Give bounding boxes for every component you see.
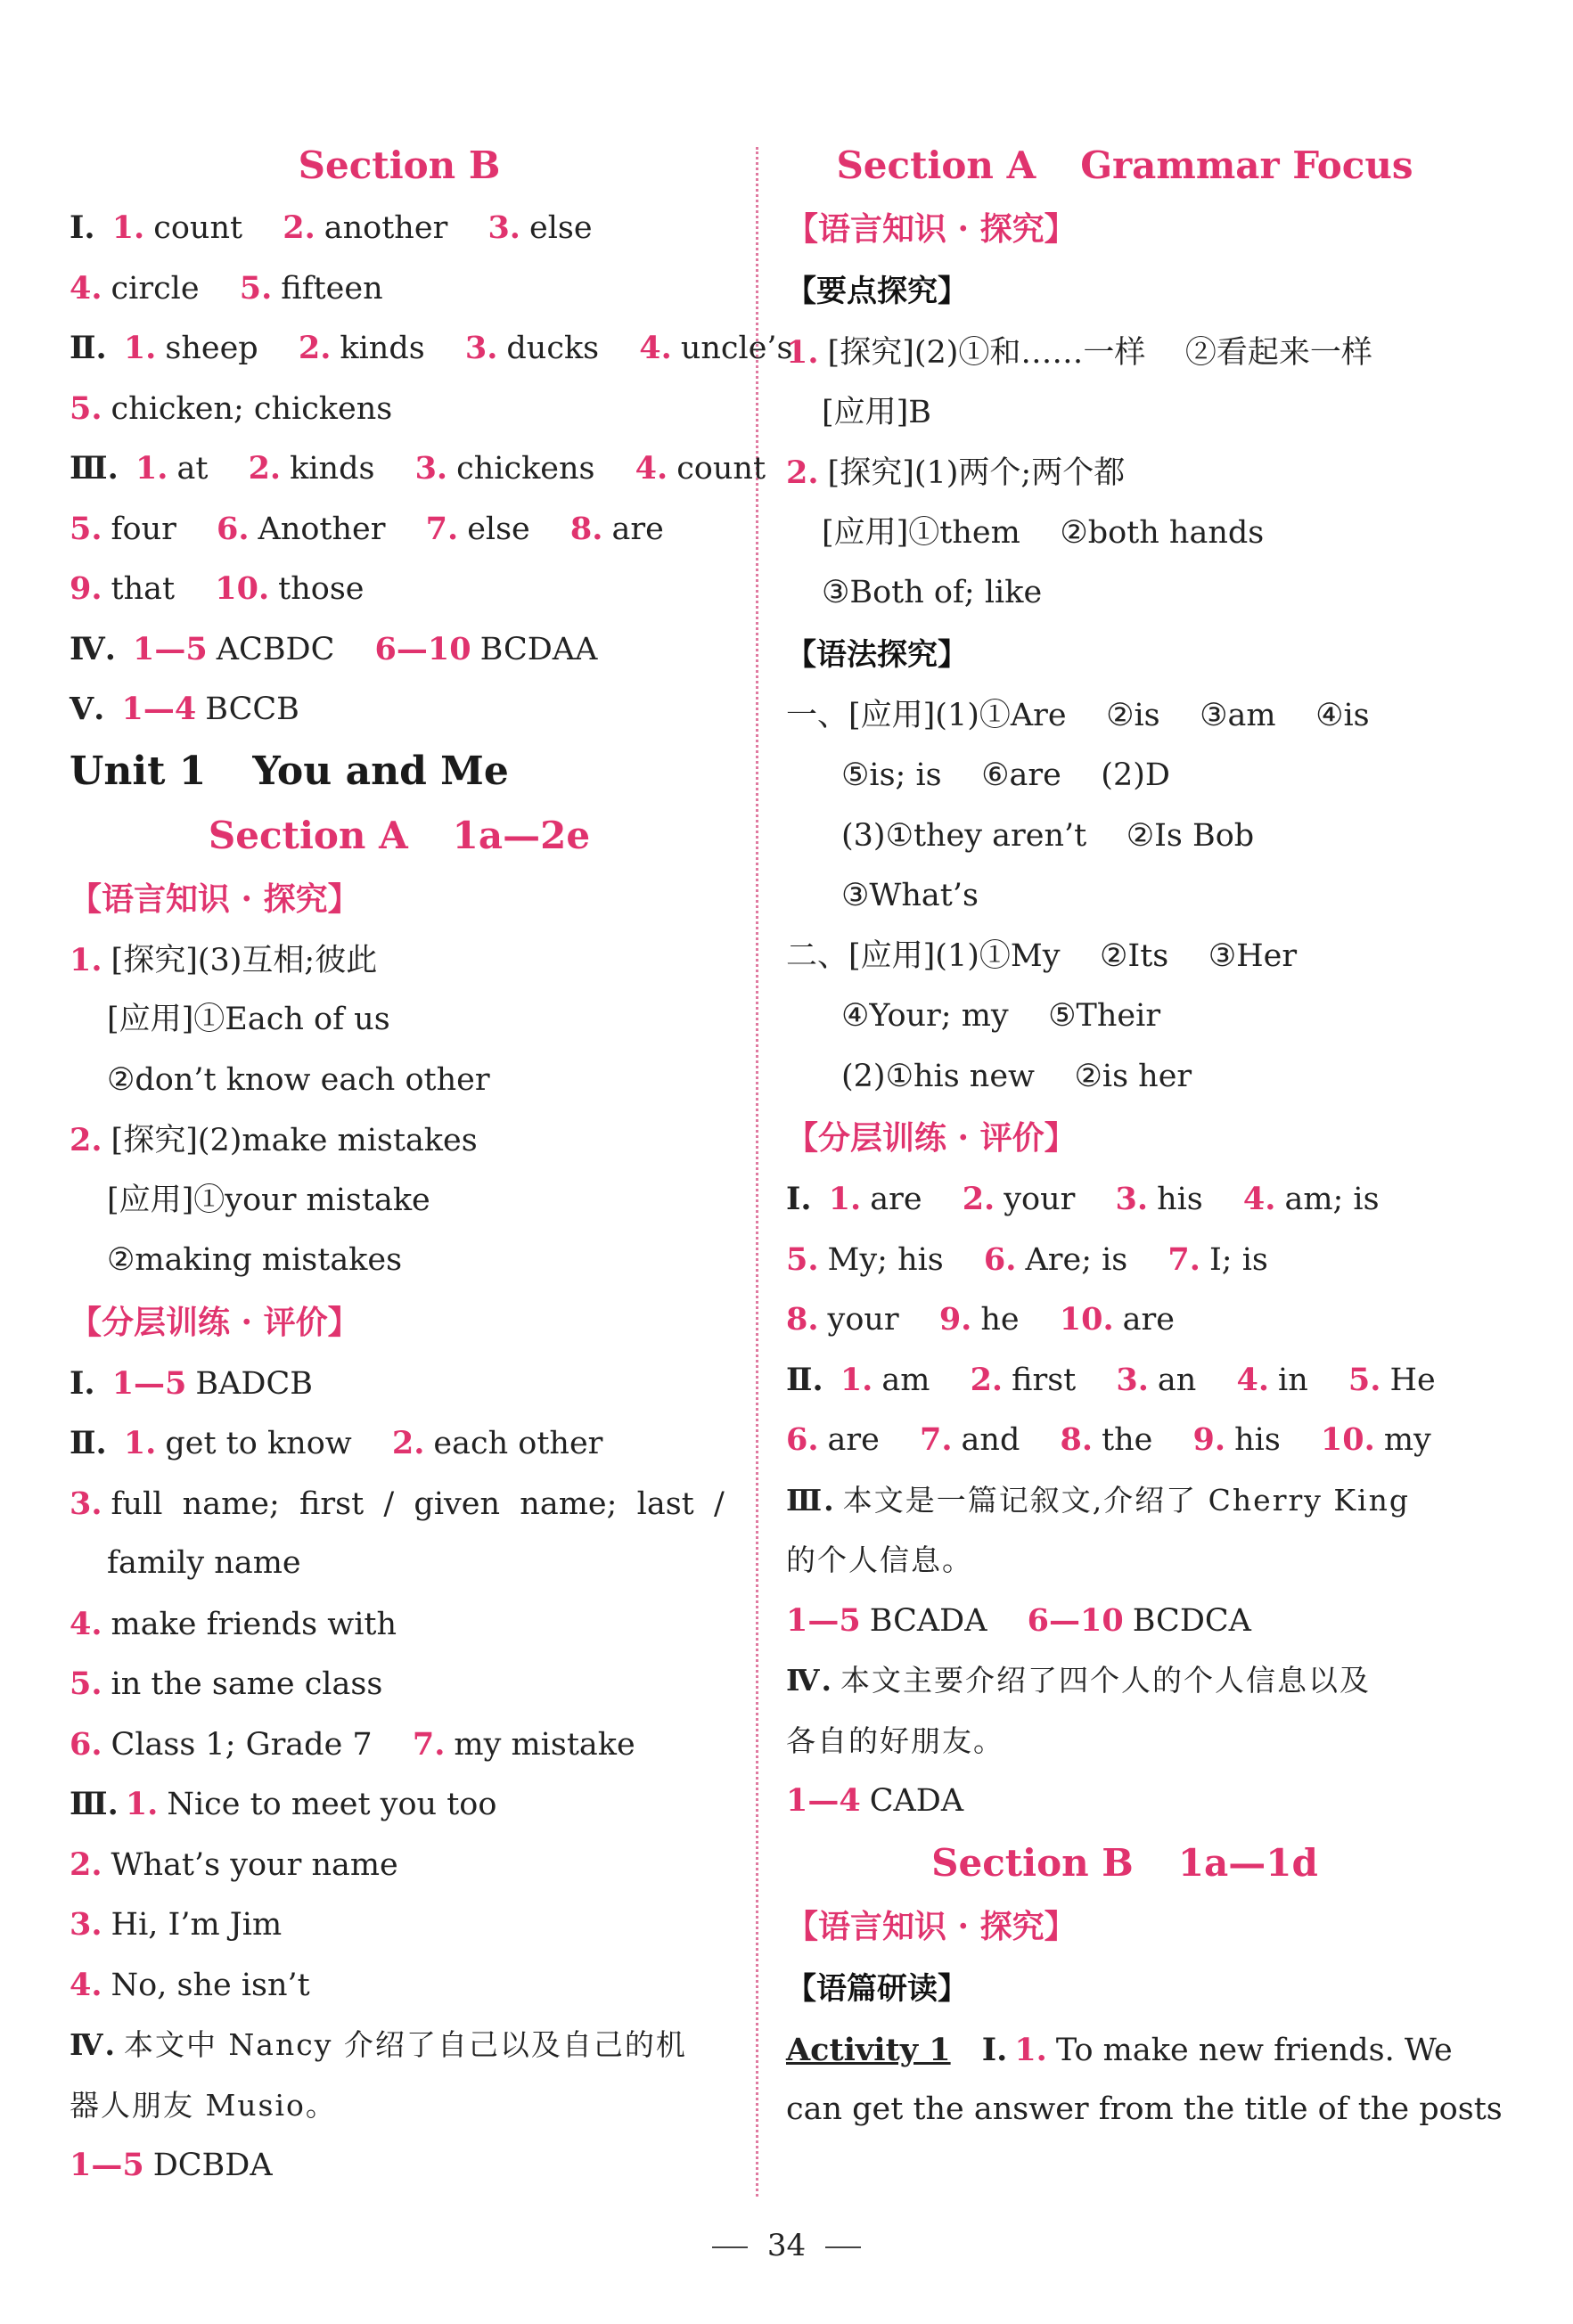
answer-line: 2. What’s your name [70, 1845, 398, 1883]
answer-line: Ⅱ. 1. sheep 2. kinds 3. ducks 4. uncle’s [70, 330, 793, 366]
subsection-heading: 【语法探究】 [786, 636, 968, 673]
answer-line: 9. that 10. those [70, 570, 365, 607]
section-heading: Section A 1a—2e [208, 813, 591, 857]
answer-line: 4. make friends with [70, 1605, 397, 1642]
answer-line: Ⅲ. 1. Nice to meet you too [70, 1786, 497, 1822]
answer-line: 1—4 CADA [786, 1782, 964, 1819]
subsection-heading: 【语言知识 · 探究】 [786, 1907, 1077, 1945]
page-footer [0, 2219, 1573, 2272]
answer-line: 各自的好朋友。 [786, 1723, 1004, 1758]
answer-line: [应用]B [822, 394, 932, 430]
footer-dash [825, 2246, 861, 2248]
right-column [786, 134, 1503, 2140]
answer-line: Ⅲ. 本文是一篇记叙文,介绍了 Cherry King [786, 1482, 1410, 1518]
answer-line: 2. [探究](1)两个;两个都 [786, 454, 1126, 491]
answer-line: Ⅰ. 1. are 2. your 3. his 4. am; is [786, 1181, 1380, 1217]
answer-line: 的个人信息。 [786, 1543, 973, 1577]
activity-label: Activity 1 [786, 2031, 951, 2068]
answer-line: Ⅰ. 1. count 2. another 3. else [70, 209, 593, 246]
answer-line: 1—5 BCADA 6—10 BCDCA [786, 1601, 1251, 1639]
answer-line: [应用]①them ②both hands [822, 514, 1265, 551]
subsection-heading: 【分层训练 · 评价】 [70, 1303, 360, 1341]
answer-line: 器人朋友 Musio。 [70, 2087, 337, 2123]
answer-line: 3. Hi, I’m Jim [70, 1906, 283, 1943]
unit-heading: Unit 1 You and Me [70, 748, 509, 794]
subsection-heading: 【语言知识 · 探究】 [70, 880, 360, 918]
answer-line: Ⅳ. 本文中 Nancy 介绍了自己以及自己的机 [70, 2027, 687, 2062]
answer-line: Ⅱ. 1. am 2. first 3. an 4. in 5. He [786, 1361, 1436, 1398]
answer-line: 2. [探究](2)make mistakes [70, 1122, 478, 1158]
answer-line: [应用]①your mistake [107, 1182, 430, 1218]
answer-line: 1. [探究](3)互相;彼此 [70, 941, 378, 978]
section-heading: Section A Grammar Focus [836, 143, 1413, 187]
answer-line: ④Your; my ⑤Their [841, 998, 1161, 1034]
answer-line: 6. Class 1; Grade 7 7. my mistake [70, 1725, 635, 1763]
answer-line: (3)①they aren’t ②Is Bob [841, 817, 1255, 854]
answer-line: [应用]①Each of us [107, 1002, 390, 1037]
answer-line: ⑤is; is ⑥are (2)D [841, 757, 1170, 793]
answer-line: ②don’t know each other [107, 1061, 490, 1098]
answer-line: 6. are 7. and 8. the 9. his 10. my [786, 1421, 1431, 1458]
answer-line: Ⅱ. 1. get to know 2. each other [70, 1425, 603, 1461]
answer-line: 4. circle 5. fifteen [70, 269, 383, 307]
answer-line: 5. in the same class [70, 1665, 383, 1702]
answer-line: can get the answer from the title of the posts [786, 2091, 1503, 2127]
subsection-heading: 【分层训练 · 评价】 [786, 1119, 1077, 1157]
answer-line: Ⅴ. 1—4 BCCB [70, 691, 299, 727]
answer-line: (2)①his new ②is her [841, 1058, 1192, 1094]
subsection-heading: 【语篇研读】 [786, 1970, 968, 2007]
answer-line: ③What’s [841, 878, 979, 913]
answer-line: 1—5 DCBDA [70, 2147, 273, 2183]
answer-line: 8. your 9. he 10. are [786, 1301, 1175, 1338]
answer-line: Activity 1 Ⅰ. 1. To make new friends. We [786, 2031, 1453, 2068]
answer-line: 一、[应用](1)①Are ②is ③am ④is [786, 697, 1370, 733]
answer-line: 3. full name; first / given name; last / [70, 1485, 725, 1522]
answer-line: 4. No, she isn’t [70, 1966, 310, 2003]
answer-line: 二、[应用](1)①My ②Its ③Her [786, 937, 1298, 974]
answer-line: Ⅰ. 1—5 BADCB [70, 1364, 313, 1402]
answer-line: 5. four 6. Another 7. else 8. are [70, 510, 664, 547]
subsection-heading: 【要点探究】 [786, 274, 968, 309]
section-heading: Section B 1a—1d [931, 1840, 1318, 1885]
section-heading: Section B [298, 143, 501, 187]
footer-dash [712, 2246, 748, 2248]
answer-line: ②making mistakes [107, 1242, 403, 1278]
subsection-heading: 【语言知识 · 探究】 [786, 210, 1077, 248]
answer-line: Ⅳ. 1—5 ACBDC 6—10 BCDAA [70, 630, 598, 667]
answer-line: family name [107, 1545, 301, 1581]
answer-line: ③Both of; like [822, 575, 1043, 610]
answer-line: 1. [探究](2)①和……一样 ②看起来一样 [786, 334, 1372, 371]
answer-line: Ⅲ. 1. at 2. kinds 3. chickens 4. count [70, 450, 766, 487]
answer-line: 5. chicken; chickens [70, 389, 393, 427]
left-column [70, 134, 793, 2196]
answer-line: Ⅳ. 本文主要介绍了四个人的个人信息以及 [786, 1663, 1371, 1698]
page-number: 34 [766, 2228, 807, 2263]
answer-line: 5. My; his 6. Are; is 7. I; is [786, 1240, 1268, 1278]
